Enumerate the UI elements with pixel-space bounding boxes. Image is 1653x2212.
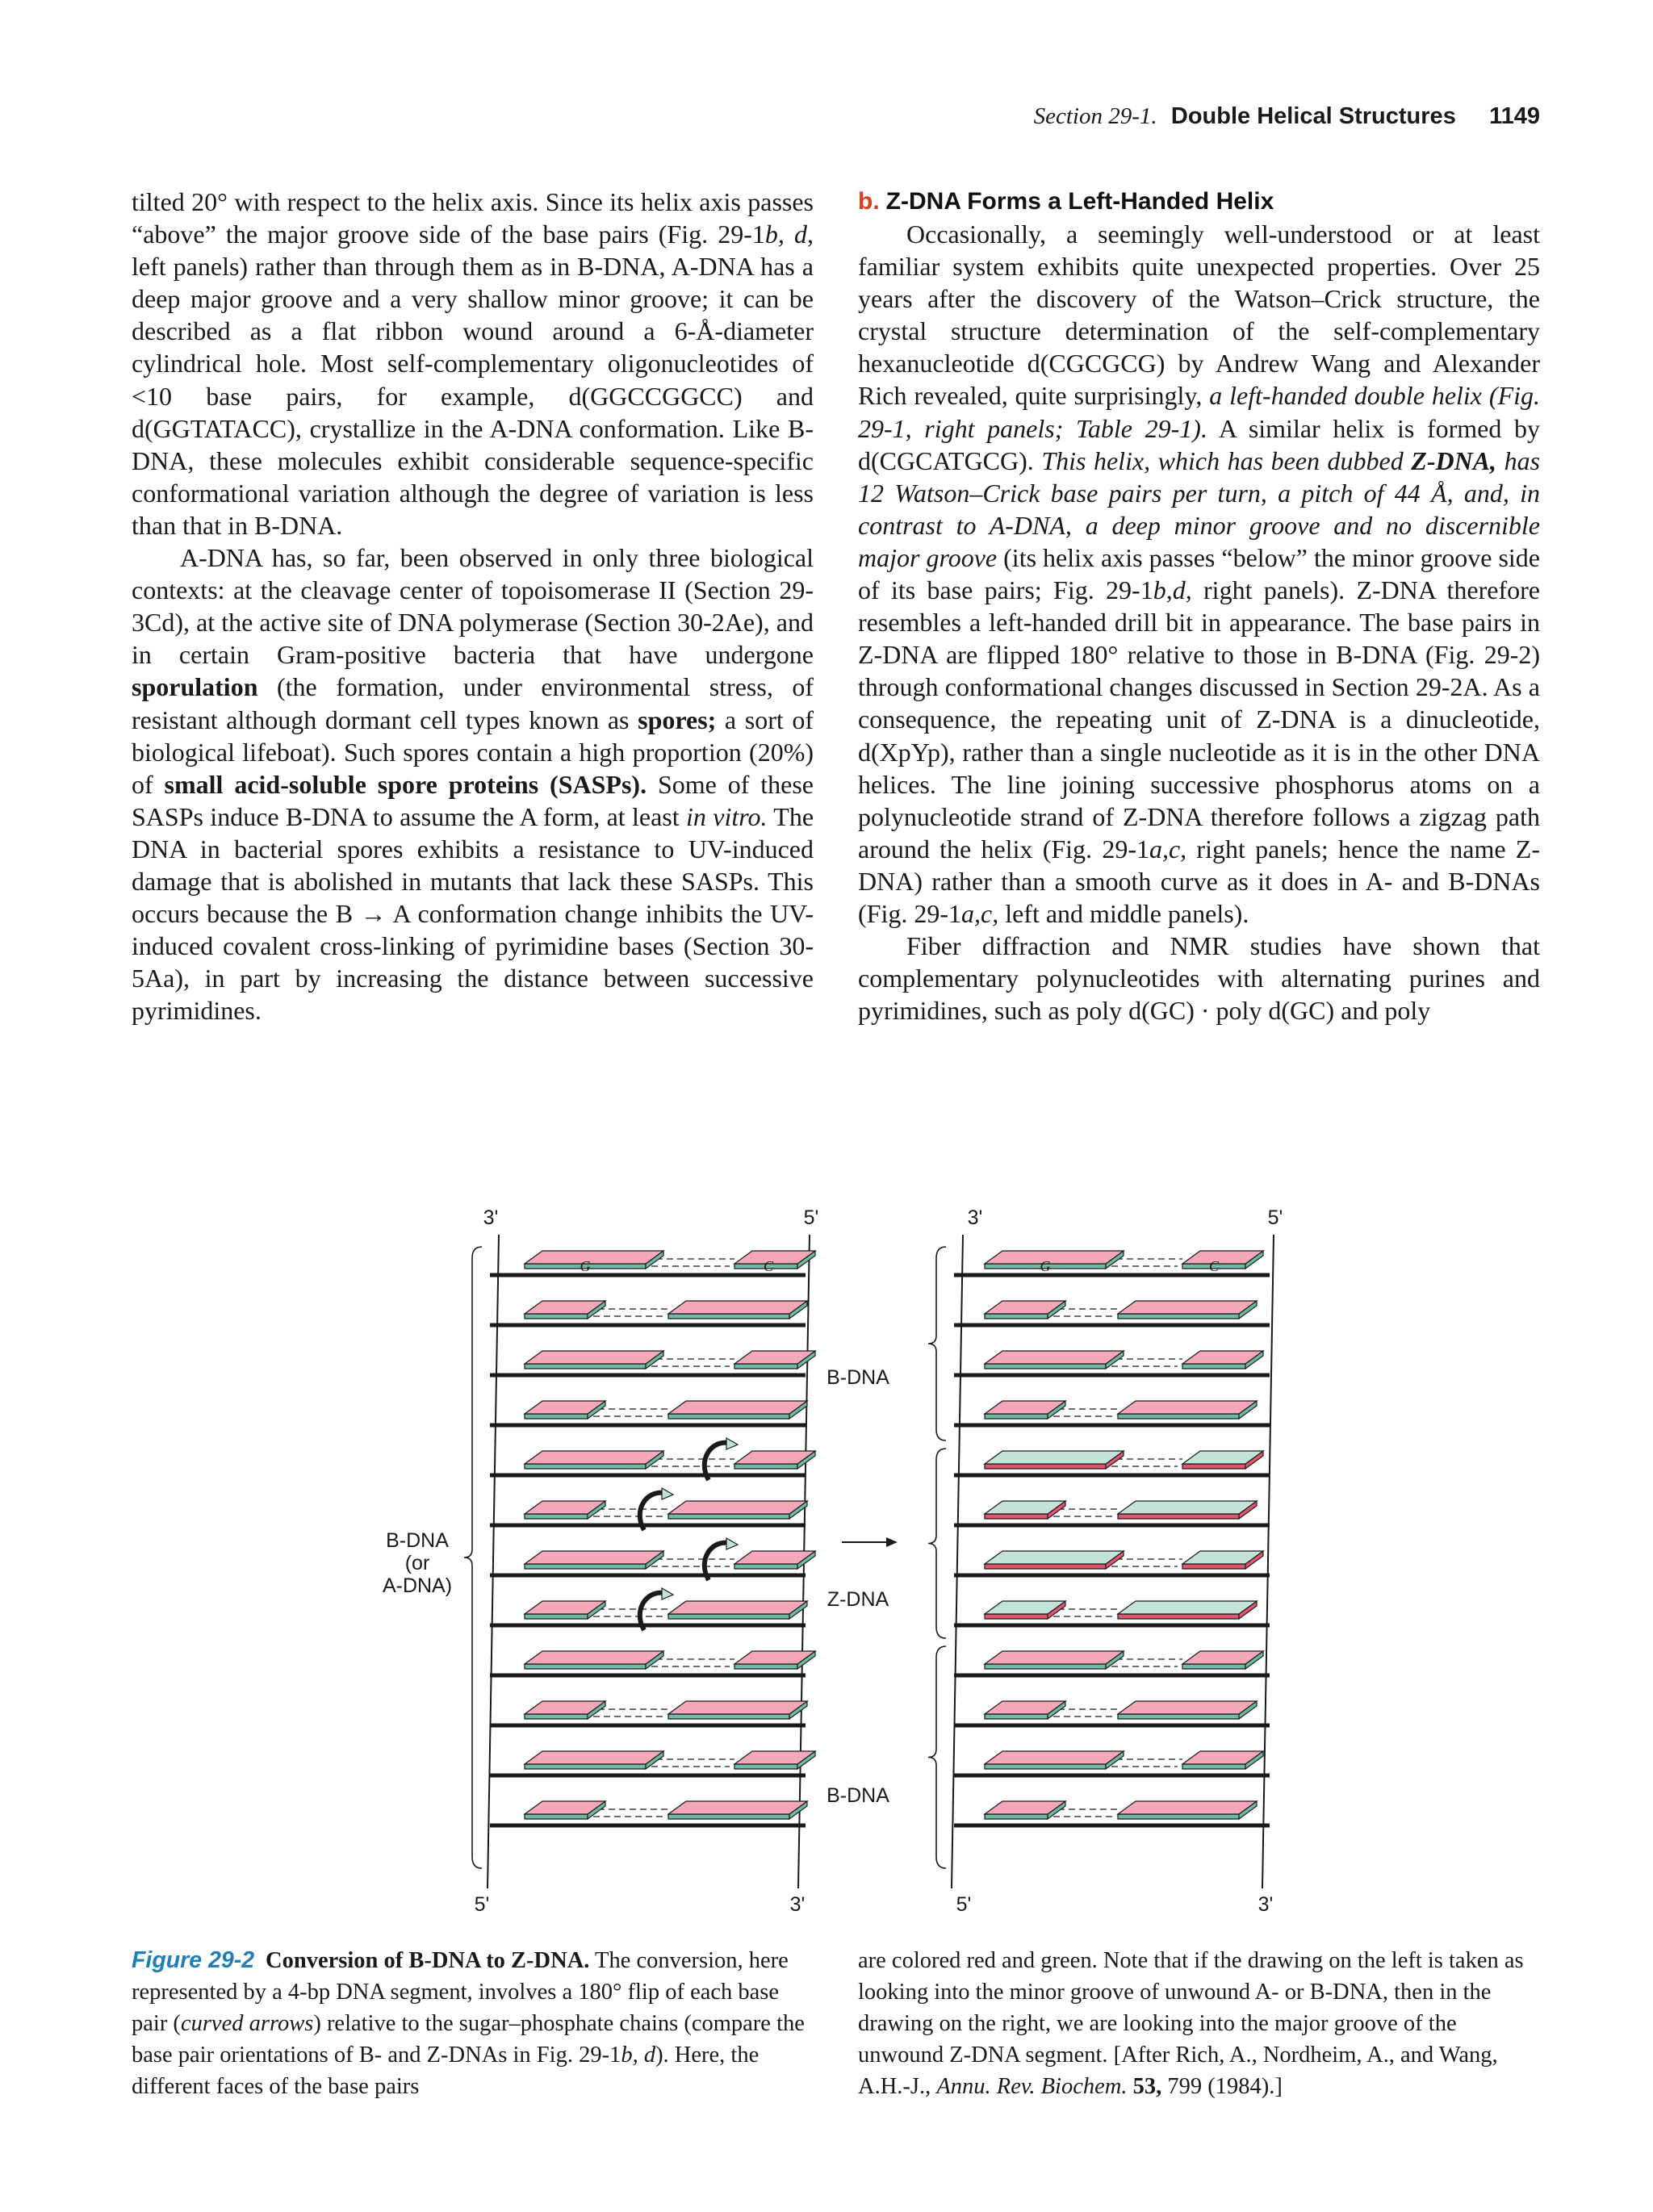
base-slab-right [734,1451,815,1469]
page-number: 1149 [1489,103,1540,129]
dna-conversion-diagram [355,1190,1316,1933]
left-column [132,186,814,1027]
figure-caption-right: are colored red and green. Note that if the drawing on the left is taken as looking into the minor groove of unwound A- or B-DNA, then in the drawing on the right, we are looking into the major groove of the unwound Z-DNA segment. [After Rich, A., Nordheim, A., and Wang, A.H.-J., Annu. Rev. Biochem. 53, 799 (1984).] [858,1948,1524,2099]
base-pair-12 [954,1801,1270,1825]
base-slab-right [1182,1751,1263,1769]
base-slab-right [734,1251,815,1269]
base-pair-11 [954,1751,1270,1775]
term-z-dna: Z-DNA, [1411,445,1497,475]
base-slab-left [525,1751,663,1769]
right-top-5prime: 5' [1267,1206,1283,1229]
base-pair-5 [490,1438,815,1480]
base-slab-right [1182,1351,1263,1369]
base-pair-4 [954,1401,1270,1425]
base-slab-right [1118,1301,1257,1319]
base-slab-right [734,1651,815,1669]
base-pair-4 [490,1401,807,1425]
base-slab-right [1118,1701,1257,1719]
right-label-bdna-top: B-DNA [826,1366,889,1389]
base-slab-left [985,1751,1124,1769]
base-pair-1 [954,1251,1270,1275]
right-bracket-top [928,1247,946,1441]
left-bottom-3prime: 3' [789,1893,806,1916]
base-slab-left [985,1551,1124,1569]
left-top-5prime: 5' [803,1206,819,1229]
base-slab-right [1182,1251,1263,1269]
right-label-bdna-bottom: B-DNA [826,1784,889,1807]
base-slab-right [668,1701,807,1719]
base-pair-9 [954,1651,1270,1675]
base-slab-right [734,1751,815,1769]
left-bracket-label-bdna: B-DNA [386,1529,449,1552]
strand-left [952,1235,963,1888]
left-bottom-5prime: 5' [474,1893,490,1916]
left-bracket-label-adna: A-DNA) [382,1574,453,1597]
base-slab-right [734,1351,815,1369]
base-label-c: C [763,1258,774,1274]
base-pair-7 [954,1551,1270,1575]
left-bracket [464,1247,482,1868]
base-slab-right [1118,1501,1257,1519]
paragraph-a-dna-contexts: A-DNA has, so far, been observed in only three biological contexts: at the cleavage center of topoisomerase II (Section 29-3Cd), at the active site of DNA polymerase (Section 30-2Ae), and in certain Gram-positive bacteria that have undergone sporulation (the formation, under environmental stress, of resistant although dormant cell types known as spores; a sort of biological lifeboat). Such spores contain a high proportion (20%) of small acid-soluble spore proteins (SASPs). Some of these SASPs induce B-DNA to assume the A form, at least in vitro. The DNA in bacterial spores exhibits a resistance to UV-induced damage that is abolished in mutants that lack these SASPs. This occurs because the B → A conformation change inhibits the UV-induced covalent cross-linking of pyrimidine bases (Section 30-5Aa), in part by increasing the distance between successive pyrimidines. [132,543,814,1026]
right-top-3prime: 3' [967,1206,983,1229]
base-slab-right [668,1601,807,1619]
subsection-heading: b. Z-DNA Forms a Left-Handed Helix [858,188,1274,215]
base-slab-left [985,1651,1124,1669]
base-slab-left [525,1351,663,1369]
base-pair-6 [954,1501,1270,1525]
right-label-zdna: Z-DNA [826,1588,889,1611]
base-pair-5 [954,1451,1270,1475]
base-slab-right [1118,1601,1257,1619]
base-slab-left [985,1451,1124,1469]
base-slab-right [1182,1451,1263,1469]
base-slab-right [1118,1801,1257,1819]
figure-29-2 [355,1190,1316,1933]
base-pair-9 [490,1651,815,1675]
base-slab-left [525,1651,663,1669]
paragraph-z-dna-discovery: Occasionally, a seemingly well-understood or at least familiar system exhibits quite unexpected properties. Over 25 years after the discovery of the Watson–Crick structure, the crystal structure determination of the self-complementary hexanucleotide d(CGCGCG) by Andrew Wang and Alexander Rich revealed, quite surprisingly, a left-handed double helix (Fig. 29-1, right panels; Table 29-1). A similar helix is formed by d(CGCATGCG). This helix, which has been dubbed Z-DNA, has 12 Watson–Crick base pairs per turn, a pitch of 44 Å, and, in contrast to A-DNA, a deep minor groove and no discernible major groove (its helix axis passes “below” the minor groove side of its base pairs; Fig. 29-1b,d, right panels). Z-DNA therefore resembles a left-handed drill bit in appearance. The base pairs in Z-DNA are flipped 180° relative to those in B-DNA (Fig. 29-2) through conformational changes discussed in Section 29-2A. As a consequence, the repeating unit of Z-DNA is a dinucleotide, d(XpYp), rather than a single nucleotide as it is in the other DNA helices. The line joining successive phosphorus atoms on a polynucleotide strand of Z-DNA therefore follows a zigzag path around the helix (Fig. 29-1a,c, right panels; hence the name Z-DNA) rather than a smooth curve as it does in A- and B-DNAs (Fig. 29-1a,c, left and middle panels). [858,220,1541,928]
flip-arrowhead [662,1588,673,1599]
figure-title: Conversion of B-DNA to Z-DNA. [266,1948,590,1973]
running-head [1034,102,1540,131]
right-column [858,186,1540,1027]
base-label-c: C [1208,1258,1220,1274]
base-pair-7 [490,1538,815,1580]
left-panel-b-dna [464,1235,815,1888]
base-slab-right [1182,1551,1263,1569]
right-panel-z-dna [928,1235,1274,1888]
figure-label: Figure 29-2 [132,1947,255,1973]
base-pair-2 [490,1301,807,1325]
flip-arrowhead [726,1438,738,1449]
term-sasps: small acid-soluble spore proteins (SASPs). [164,769,647,799]
section-label: Section 29-1. [1033,103,1157,129]
base-pair-11 [490,1751,815,1775]
left-top-3prime: 3' [483,1206,499,1229]
base-pair-10 [490,1701,807,1725]
base-pair-12 [490,1801,807,1825]
base-slab-left [525,1251,663,1269]
paragraph-fiber-diffraction: Fiber diffraction and NMR studies have shown that complementary polynucleotides with alternating purines and pyrimidines, such as poly d(GC) · poly d(GC) and poly [858,931,1540,1026]
figure-caption-left: Figure 29-2 Conversion of B-DNA to Z-DNA. The conversion, here represented by a 4-bp DNA segment, involves a 180° flip of each base pair (curved arrows) relative to the sugar–phosphate chains (compare the base pair orientations of B- and Z-DNAs in Fig. 29-1b, d). Here, the different faces of the base pairs [132,1947,805,2099]
base-label-g: G [580,1258,591,1274]
term-sporulation: sporulation [132,672,258,702]
term-spores: spores; [638,705,717,734]
right-bracket-mid [928,1449,946,1638]
conversion-arrow [842,1537,898,1547]
base-pair-3 [954,1351,1270,1375]
paragraph-a-dna-structure: tilted 20° with respect to the helix axis. Since its helix axis passes “above” the major groove side of the base pairs (Fig. 29-1b, d, left panels) rather than through them as in B-DNA, A-DNA has a deep major groove and a very shallow minor groove; it can be described as a flat ribbon wound around a 6-Å-diameter cylindrical hole. Most self-complementary oligonucleotides of <10 base pairs, for example, d(GGCCGGCC) and d(GGTATACC), crystallize in the A-DNA conformation. Like B-DNA, these molecules exhibit considerable sequence-specific conformational variation although the degree of variation is less than that in B-DNA. [132,187,814,540]
base-pair-2 [954,1301,1270,1325]
base-slab-left [985,1351,1124,1369]
base-pair-3 [490,1351,815,1375]
base-slab-left [525,1451,663,1469]
flip-arrowhead [662,1488,673,1499]
left-bracket-label-or: (or [404,1552,430,1574]
base-pair-8 [954,1601,1270,1625]
base-slab-right [668,1501,807,1519]
base-pair-8 [490,1588,807,1630]
base-slab-right [1118,1401,1257,1419]
section-title: Double Helical Structures [1170,103,1456,129]
base-slab-left [985,1251,1124,1269]
base-slab-left [525,1551,663,1569]
right-bottom-3prime: 3' [1258,1893,1274,1916]
strand-right [1262,1235,1274,1888]
strand-left [488,1235,499,1888]
base-slab-right [668,1401,807,1419]
base-pair-10 [954,1701,1270,1725]
base-slab-right [668,1301,807,1319]
base-pair-6 [490,1488,807,1530]
right-bracket-bottom [928,1646,946,1868]
flip-arrowhead [726,1538,738,1549]
base-slab-right [1182,1651,1263,1669]
base-label-g: G [1040,1258,1051,1274]
base-slab-right [668,1801,807,1819]
right-bottom-5prime: 5' [956,1893,972,1916]
